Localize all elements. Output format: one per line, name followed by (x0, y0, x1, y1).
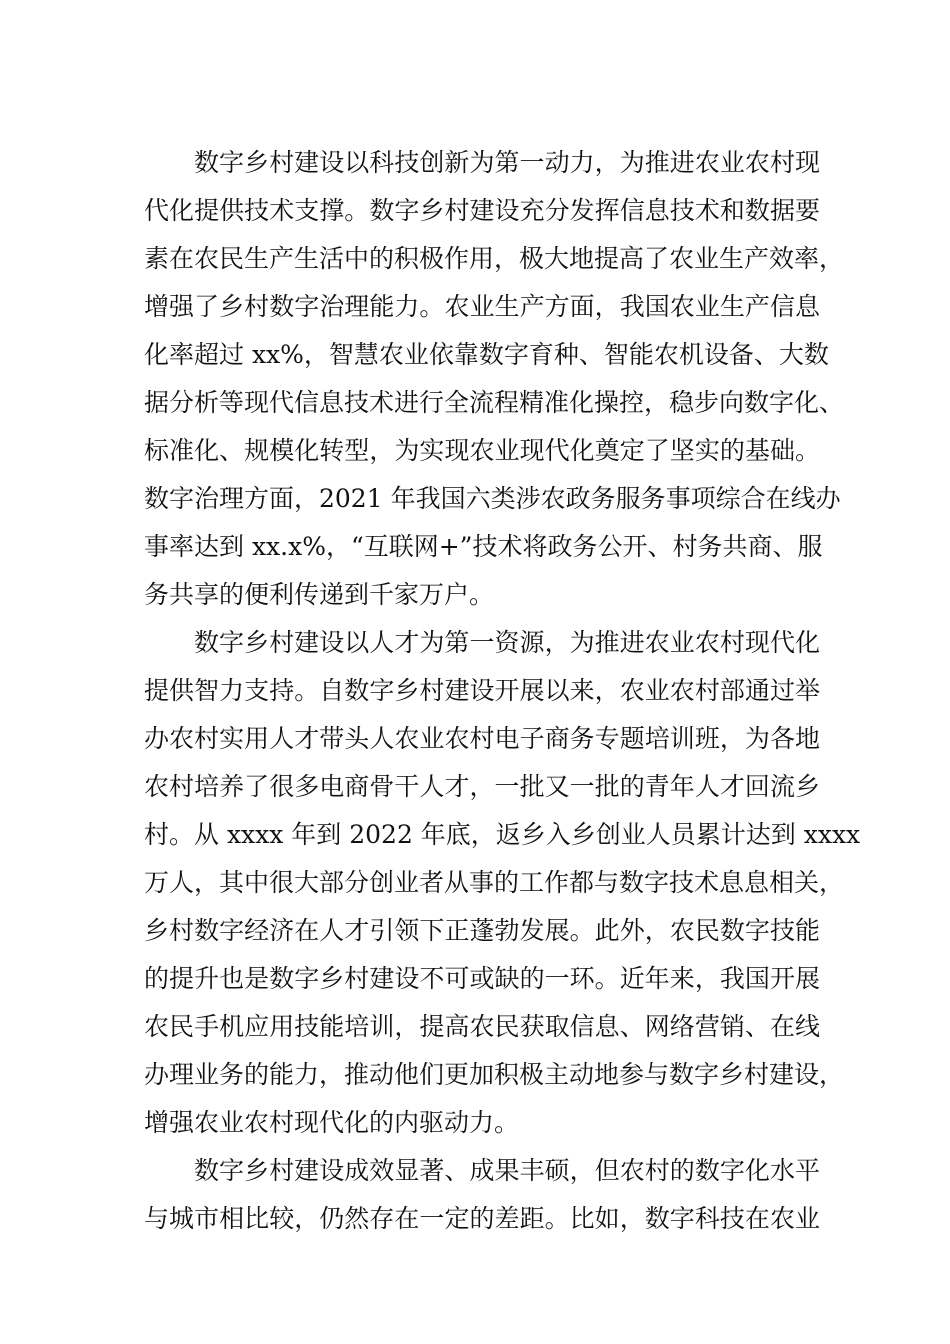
paragraph-2-line-6: 万人，其中很大部分创业者从事的工作都与数字技术息息相关， (144, 868, 845, 897)
paragraph-1-line-3: 素在农民生产生活中的积极作用，极大地提高了农业生产效率， (144, 244, 845, 273)
paragraph-2-line-3: 办农村实用人才带头人农业农村电子商务专题培训班，为各地 (144, 724, 820, 753)
paragraph-2-line-4: 农村培养了很多电商骨干人才，一批又一批的青年人才回流乡 (144, 772, 820, 801)
paragraph-1-line-10: 务共享的便利传递到千家万户。 (144, 580, 495, 609)
paragraph-2-line-2: 提供智力支持。自数字乡村建设开展以来，农业农村部通过举 (144, 676, 820, 705)
paragraph-1-line-7: 标准化、规模化转型，为实现农业现代化奠定了坚实的基础。 (144, 436, 820, 465)
paragraph-1-line-8: 数字治理方面，2021 年我国六类涉农政务服务事项综合在线办 (144, 484, 841, 513)
paragraph-1-line-5: 化率超过 xx%，智慧农业依靠数字育种、智能农机设备、大数 (144, 340, 829, 369)
paragraph-1-line-9: 事率达到 xx.x%，“互联网+”技术将政务公开、村务共商、服 (144, 532, 823, 561)
paragraph-2-line-1: 数字乡村建设以人才为第一资源，为推进农业农村现代化 (194, 628, 820, 657)
paragraph-1-line-2: 代化提供技术支撑。数字乡村建设充分发挥信息技术和数据要 (144, 196, 820, 225)
paragraph-2-line-9: 农民手机应用技能培训，提高农民获取信息、网络营销、在线 (144, 1012, 820, 1041)
paragraph-2-line-5: 村。从 xxxx 年到 2022 年底，返乡入乡创业人员累计达到 xxxx (144, 820, 861, 849)
paragraph-3-line-2: 与城市相比较，仍然存在一定的差距。比如，数字科技在农业 (144, 1204, 820, 1233)
paragraph-2-line-11: 增强农业农村现代化的内驱动力。 (144, 1108, 520, 1137)
paragraph-1-line-6: 据分析等现代信息技术进行全流程精准化操控，稳步向数字化、 (144, 388, 845, 417)
paragraph-1-line-4: 增强了乡村数字治理能力。农业生产方面，我国农业生产信息 (144, 292, 820, 321)
paragraph-2-line-8: 的提升也是数字乡村建设不可或缺的一环。近年来，我国开展 (144, 964, 820, 993)
paragraph-2-line-10: 办理业务的能力，推动他们更加积极主动地参与数字乡村建设， (144, 1060, 845, 1089)
paragraph-2-line-7: 乡村数字经济在人才引领下正蓬勃发展。此外，农民数字技能 (144, 916, 820, 945)
paragraph-1-line-1: 数字乡村建设以科技创新为第一动力，为推进农业农村现 (194, 148, 820, 177)
paragraph-3-line-1: 数字乡村建设成效显著、成果丰硕，但农村的数字化水平 (194, 1156, 820, 1185)
